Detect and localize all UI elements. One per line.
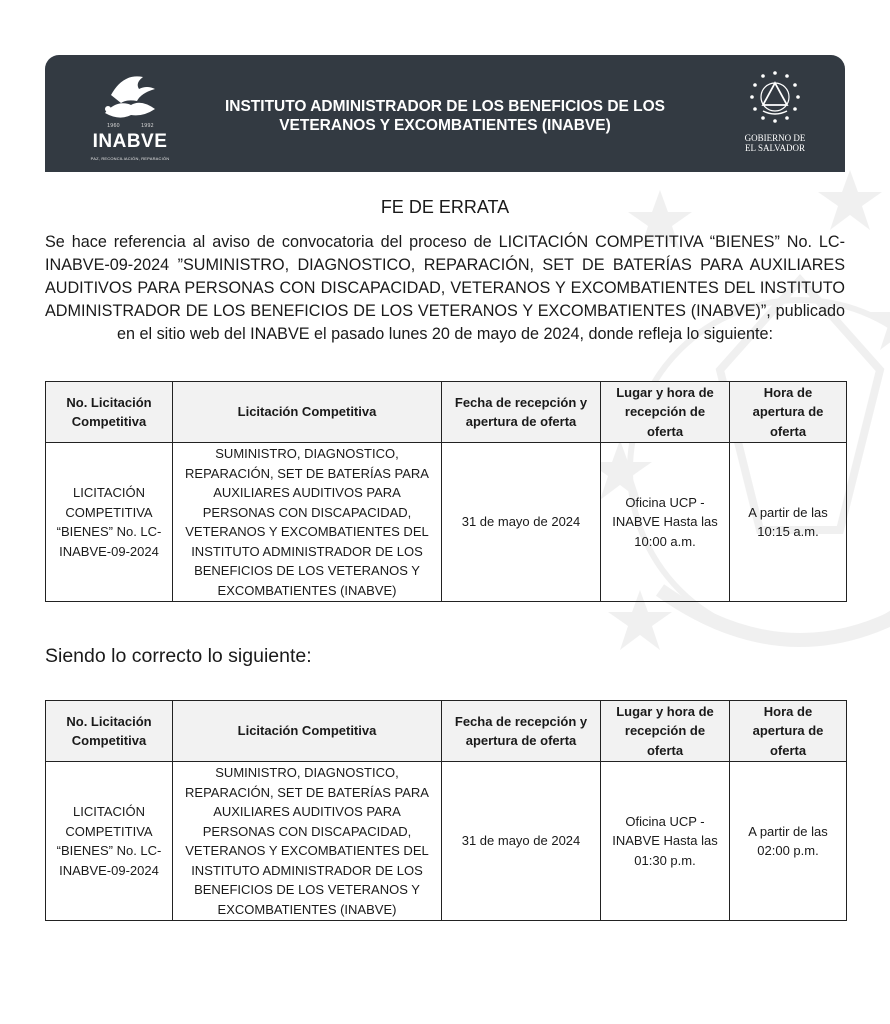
brand-name: INABVE <box>92 131 168 152</box>
cell-place-time: Oficina UCP - INABVE Hasta las 01:30 p.m. <box>601 762 730 921</box>
dove-hands-icon <box>81 69 179 131</box>
header-tender: Licitación Competitiva <box>173 382 442 443</box>
cell-date: 31 de mayo de 2024 <box>442 762 601 921</box>
table-row <box>46 443 847 602</box>
header-date: Fecha de recepción y apertura de oferta <box>442 701 601 762</box>
table-header-row <box>46 382 847 443</box>
cell-opening: A partir de las 02:00 p.m. <box>730 762 847 921</box>
correction-heading: Siendo lo correcto lo siguiente: <box>45 645 312 667</box>
header-place-time: Lugar y hora de recepción de oferta <box>601 382 730 443</box>
header-tender: Licitación Competitiva <box>173 701 442 762</box>
corrected-tender-table <box>45 700 847 921</box>
cell-opening: A partir de las 10:15 a.m. <box>730 443 847 602</box>
svg-text:1992: 1992 <box>141 123 154 129</box>
cell-description: SUMINISTRO, DIAGNOSTICO, REPARACIÓN, SET DE BATERÍAS PARA AUXILIARES AUDITIVOS PARA PERSONAS CON DISCAPACIDAD, VETERANOS Y EXCOMBATIENTES DEL INSTITUTO ADMINISTRADOR DE LOS BENEFICIOS DE LOS VETERANOS Y EXCOMBATIENTES (INABVE) <box>173 762 442 921</box>
cell-place-time: Oficina UCP - INABVE Hasta las 10:00 a.m. <box>601 443 730 602</box>
intro-paragraph: Se hace referencia al aviso de convocatoria del proceso de LICITACIÓN COMPETITIVA “BIENES” No. LC-INABVE-09-2024 ”SUMINISTRO, DIAGNOSTICO, REPARACIÓN, SET DE BATERÍAS PARA AUXILIARES AUDITIVOS PARA PERSONAS CON DISCAPACIDAD, VETERANOS Y EXCOMBATIENTES DEL INSTITUTO ADMINISTRADOR DE LOS BENEFICIOS DE LOS VETERANOS Y EXCOMBATIENTES (INABVE)”, publicado en el sitio web del INABVE el pasado lunes 20 de mayo de 2024, donde refleja lo siguiente: <box>45 233 845 343</box>
inabve-logo <box>81 69 179 161</box>
document-title: FE DE ERRATA <box>380 197 510 217</box>
brand-tagline: PAZ, RECONCILIACIÓN, REPARACIÓN <box>90 156 170 161</box>
national-seal-icon <box>735 67 815 131</box>
svg-text:1960: 1960 <box>107 123 120 129</box>
header-number: No. Licitación Competitiva <box>46 382 173 443</box>
header-date: Fecha de recepción y apertura de oferta <box>442 382 601 443</box>
header-opening: Hora de apertura de oferta <box>730 382 847 443</box>
gobierno-logo <box>735 67 815 162</box>
header-opening: Hora de apertura de oferta <box>730 701 847 762</box>
header-number: No. Licitación Competitiva <box>46 701 173 762</box>
cell-date: 31 de mayo de 2024 <box>442 443 601 602</box>
header-place-time: Lugar y hora de recepción de oferta <box>601 701 730 762</box>
original-tender-table <box>45 381 847 602</box>
header-banner <box>45 55 845 172</box>
institution-title: INSTITUTO ADMINISTRADOR DE LOS BENEFICIOS DE LOS VETERANOS Y EXCOMBATIENTES (INABVE) <box>224 98 666 134</box>
table-header-row <box>46 701 847 762</box>
cell-number: LICITACIÓN COMPETITIVA “BIENES” No. LC-INABVE-09-2024 <box>46 443 173 602</box>
cell-number: LICITACIÓN COMPETITIVA “BIENES” No. LC-INABVE-09-2024 <box>46 762 173 921</box>
gobierno-label: GOBIERNO DE EL SALVADOR <box>744 133 806 153</box>
cell-description: SUMINISTRO, DIAGNOSTICO, REPARACIÓN, SET DE BATERÍAS PARA AUXILIARES AUDITIVOS PARA PERSONAS CON DISCAPACIDAD, VETERANOS Y EXCOMBATIENTES DEL INSTITUTO ADMINISTRADOR DE LOS BENEFICIOS DE LOS VETERANOS Y EXCOMBATIENTES (INABVE) <box>173 443 442 602</box>
table-row <box>46 762 847 921</box>
